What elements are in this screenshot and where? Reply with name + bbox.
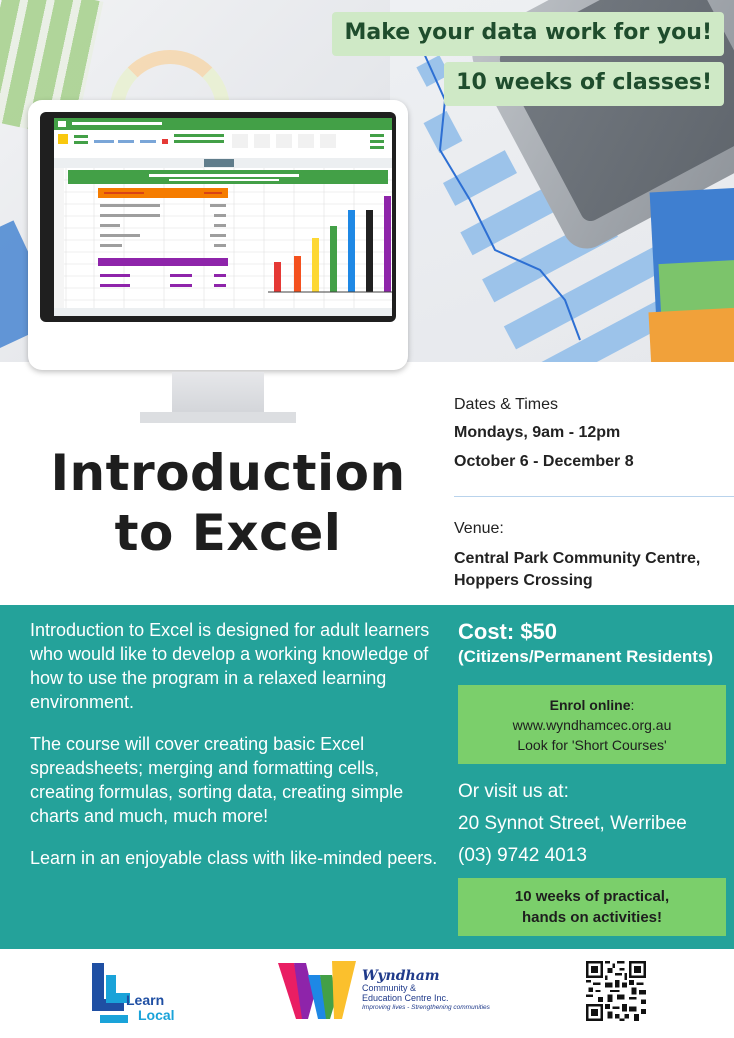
course-description (30, 618, 440, 888)
venue-label: Venue: (454, 520, 504, 537)
title-line-2: to Excel (114, 504, 342, 562)
enrol-hint: Look for 'Short Courses' (517, 737, 667, 753)
learn-local-word-2: Local (138, 1007, 175, 1023)
weeks-banner: 10 weeks of classes! (444, 62, 724, 106)
schedule-block (454, 396, 634, 473)
wyndham-sub-2: Education Centre Inc. (362, 993, 449, 1003)
enrol-url[interactable]: www.wyndhamcec.org.au (512, 717, 672, 733)
background-orange-card (648, 308, 734, 362)
venue-line-1: Central Park Community Centre, (454, 550, 701, 567)
title-line-1: Introduction (50, 444, 406, 502)
enrol-colon: : (630, 697, 635, 713)
wyndham-logo-icon (276, 957, 360, 1027)
venue-block (454, 520, 700, 592)
learn-local-word-1: Learn (126, 992, 165, 1008)
cost-price: Cost: $50 (458, 619, 558, 644)
learn-local-logo-icon (90, 961, 180, 1023)
qr-code-icon[interactable] (586, 961, 646, 1021)
visit-label: Or visit us at: (458, 781, 569, 802)
monitor-stand-base (140, 412, 296, 423)
schedule-label: Dates & Times (454, 396, 559, 413)
practical-box (458, 878, 726, 936)
wyndham-tagline: Improving lives - Strengthening communities (362, 1004, 490, 1011)
enrol-box (458, 685, 726, 764)
wyndham-sub-1: Community & (362, 983, 417, 993)
enrol-label: Enrol online (549, 697, 631, 713)
practical-line-1: 10 weeks of practical, (514, 888, 670, 905)
page-title (30, 443, 426, 563)
monitor-illustration (28, 100, 408, 370)
spreadsheet-illustration (54, 118, 392, 316)
wyndham-name: Wyndham (362, 968, 440, 984)
description-paragraph-1: Introduction to Excel is designed for adult learners who would like to develop a working knowledge of how to use the program in a relaxed learning environment. (30, 620, 430, 712)
info-divider (454, 496, 734, 497)
monitor-screen (40, 112, 396, 322)
visit-address: 20 Synnot Street, Werribee (458, 813, 687, 834)
visit-block (458, 776, 687, 872)
description-paragraph-2: The course will cover creating basic Excel spreadsheets; merging and formatting cells, creating formulas, sorting data, creating simple charts and much, much more! (30, 734, 404, 826)
schedule-dates: October 6 - December 8 (454, 453, 634, 470)
spreadsheet-graphic (54, 118, 392, 316)
wyndham-text (362, 969, 490, 1012)
tagline-banner: Make your data work for you! (332, 12, 724, 56)
wyndham-logo (276, 957, 496, 1027)
cost-block (458, 618, 713, 668)
cost-eligibility: (Citizens/Permanent Residents) (458, 647, 714, 666)
schedule-days: Mondays, 9am - 12pm (454, 424, 621, 441)
footer (0, 949, 734, 1038)
monitor-stand-neck (172, 372, 264, 414)
description-paragraph-3: Learn in an enjoyable class with like-minded peers. (30, 848, 438, 868)
visit-phone[interactable]: (03) 9742 4013 (458, 845, 587, 866)
practical-line-2: hands on activities! (521, 909, 663, 926)
venue-line-2: Hoppers Crossing (454, 572, 593, 589)
enrol-heading (458, 695, 726, 715)
